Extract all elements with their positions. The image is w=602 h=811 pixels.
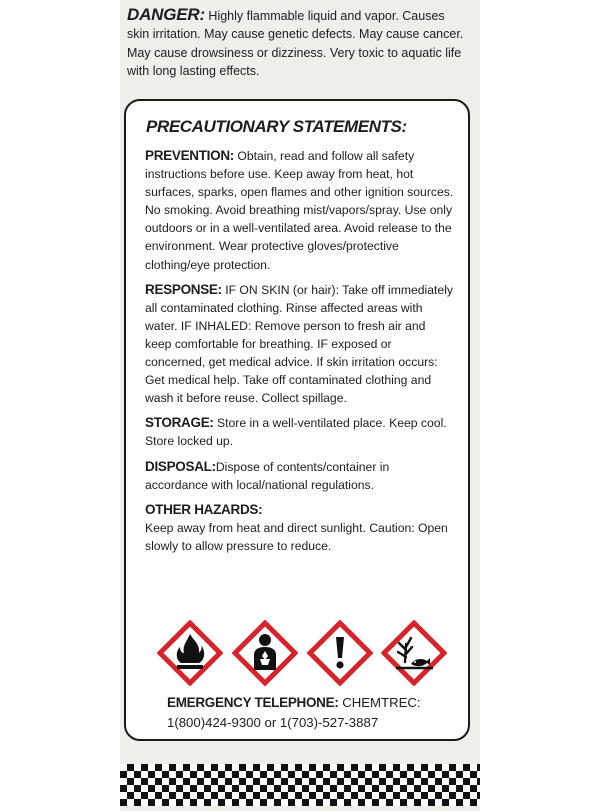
prevention-statement (145, 147, 455, 274)
response-statement (145, 281, 455, 408)
disposal-heading: DISPOSAL: (145, 458, 216, 474)
disposal-text: Dispose of contents/container in accordance with local/national regulations. (145, 459, 390, 492)
health-hazard-icon (232, 620, 298, 686)
exclamation-mark-icon (307, 620, 373, 686)
storage-heading: STORAGE: (145, 415, 214, 431)
statements-list (145, 147, 455, 562)
hazard-text: Highly flammable liquid and vapor. Causes skin irritation. May cause genetic defects. May cause cancer. May cause drowsiness or dizziness. Very toxic to aquatic life with long lasting effects. (127, 9, 464, 78)
other-hazards-text: Keep away from heat and direct sunlight. Caution: Open slowly to allow pressure to reduce. (145, 520, 448, 553)
emergency-numbers: 1(800)424-9300 or 1(703)-527-3887 (167, 715, 379, 730)
disposal-statement (145, 458, 455, 494)
emergency-heading: EMERGENCY TELEPHONE: (167, 695, 339, 710)
response-heading: RESPONSE: (145, 281, 222, 297)
ghs-pictograms (157, 620, 447, 686)
precautionary-panel (124, 99, 470, 741)
other-hazards-heading: OTHER HAZARDS: (145, 501, 263, 517)
signal-word: DANGER: (127, 5, 205, 24)
emergency-contact (167, 693, 457, 733)
other-hazards-statement (145, 501, 455, 555)
storage-statement (145, 414, 455, 450)
response-text: IF ON SKIN (or hair): Take off immediately all contaminated clothing. Rinse affected areas with water. IF INHALED: Remove person to fresh air and keep comfortable for breathing. IF exposed or concerned, get medical advice. If skin irritation occurs: Get medical help. Take off contaminated clothing and wash it before reuse. Collect spillage. (145, 282, 454, 406)
flame-icon (157, 620, 223, 686)
panel-title: PRECAUTIONARY STATEMENTS: (146, 117, 407, 136)
emergency-provider: CHEMTREC: (338, 695, 421, 710)
environment-icon (381, 620, 447, 686)
prevention-text: Obtain, read and follow all safety instructions before use. Keep away from heat, hot surfaces, sparks, open flames and other ignition sources. No smoking. Avoid breathing mist/vapors/spray. Use only outdoors or in a well-ventilated area. Avoid release to the environment. Wear protective gloves/protective clothing/eye protection. (145, 149, 454, 272)
storage-text: Store in a well-ventilated place. Keep cool. Store locked up. (145, 416, 447, 449)
prevention-heading: PREVENTION: (145, 148, 234, 163)
checkered-band (120, 764, 480, 806)
danger-statement (127, 6, 467, 80)
